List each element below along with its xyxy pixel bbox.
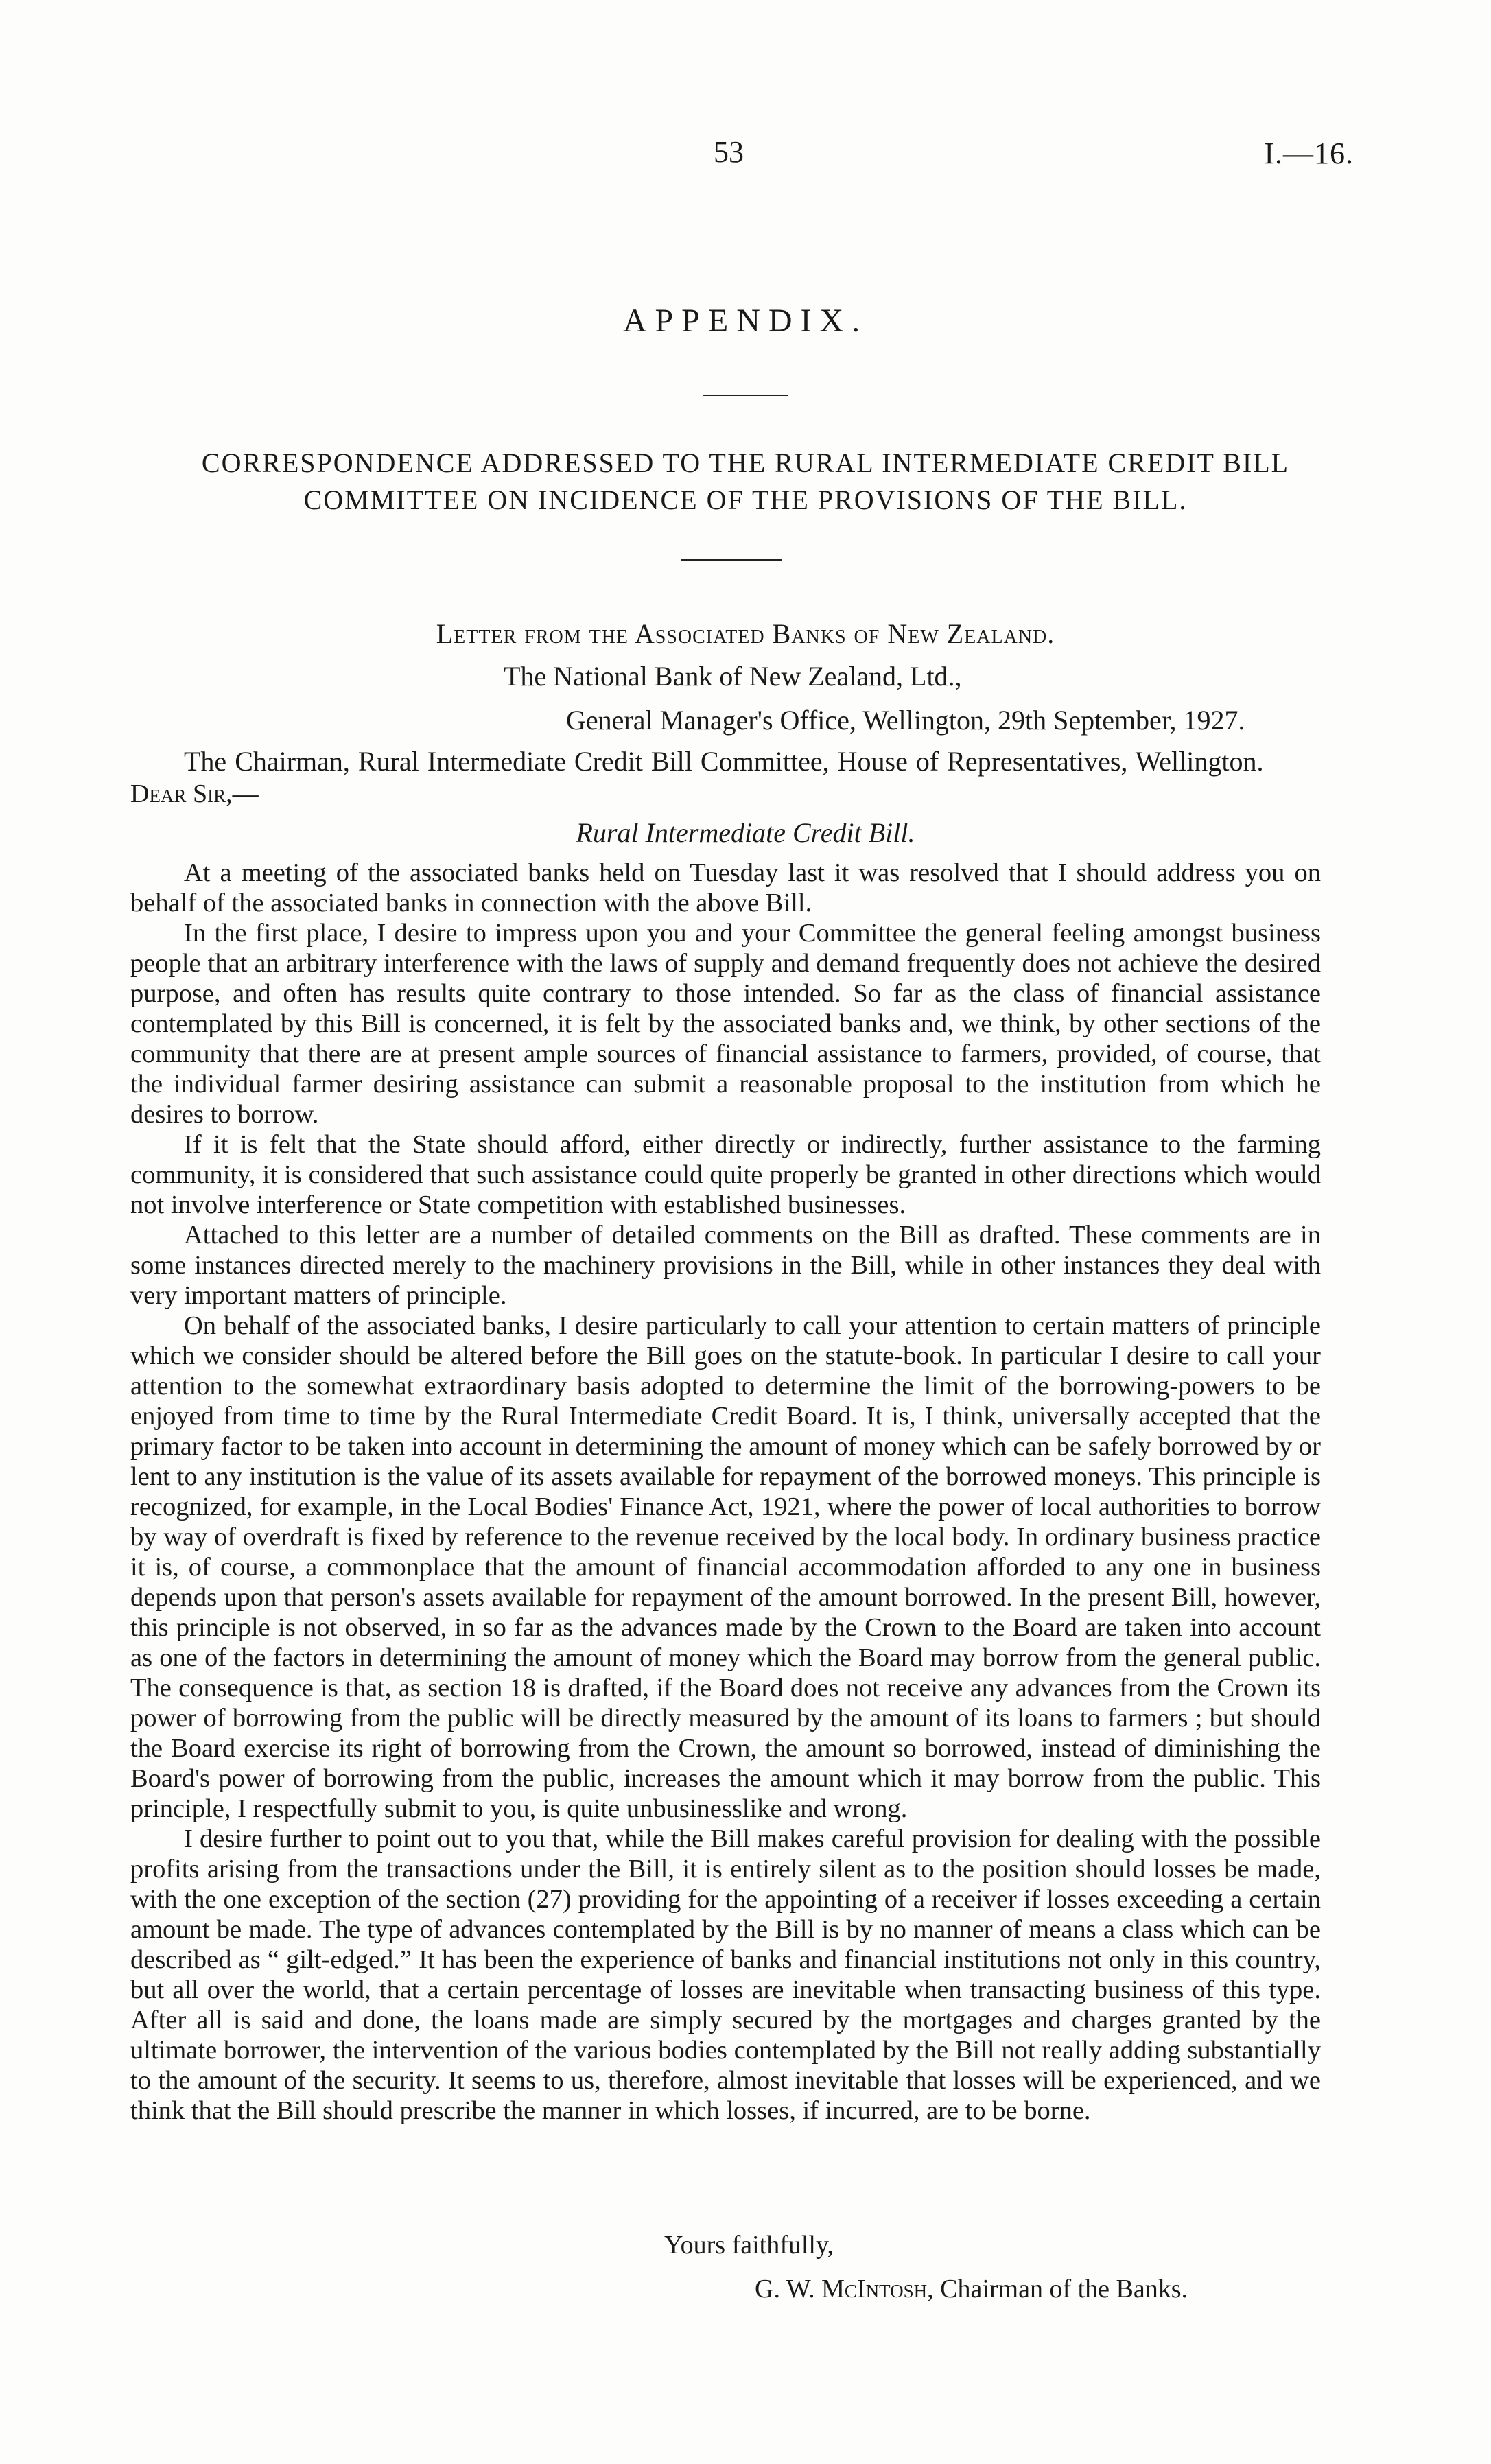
closing: Yours faithfully,	[664, 2231, 834, 2260]
letter-body	[130, 858, 1321, 2126]
signature	[755, 2274, 1188, 2304]
divider-rule	[703, 395, 788, 396]
document-reference: I.—16.	[1264, 137, 1354, 170]
addressee: The Chairman, Rural Intermediate Credit Bill Committee, House of Representatives, Wellington.	[184, 746, 1264, 777]
sender-office: General Manager's Office, Wellington, 29th September, 1927.	[566, 705, 1245, 736]
salutation: Dear Sir,—	[130, 779, 259, 808]
appendix-title: APPENDIX.	[622, 303, 869, 339]
paragraph: In the first place, I desire to impress upon you and your Committee the general feeling amongst business people that an arbitrary interference with the laws of supply and demand frequently does not achieve the desired purpose, and often has results quite contrary to those intended. So far as the class of financial assistance contemplated by this Bill is concerned, it is felt by the associated banks and, we think, by other sections of the community that there are at present ample sources of financial assistance to farmers, provided, of course, that the individual farmer desiring assistance can submit a reasonable proposal to the institution from which he desires to borrow.	[130, 919, 1321, 1129]
section-heading-line-2: COMMITTEE ON INCIDENCE OF THE PROVISIONS OF THE BILL.	[303, 484, 1188, 515]
letter-heading: Letter from the Associated Banks of New Zealand.	[436, 618, 1055, 649]
paragraph: On behalf of the associated banks, I desire particularly to call your attention to certain matters of principle which we consider should be altered before the Bill goes on the statute-book. In particular I desire to call your attention to the somewhat extraordinary basis adopted to determine the limit of the borrowing-powers to be enjoyed from time to time by the Rural Intermediate Credit Board. It is, I think, universally accepted that the primary factor to be taken into account in determining the amount of money which can be safely borrowed by or lent to any institution is the value of its assets available for repayment of the borrowed moneys. This principle is recognized, for example, in the Local Bodies' Finance Act, 1921, where the power of local authorities to borrow by way of overdraft is fixed by reference to the revenue received by the local body. In ordinary business practice it is, of course, a commonplace that the amount of financial accommodation afforded to any one in business depends upon that person's assets available for repayment of the amount borrowed. In the present Bill, however, this principle is not observed, in so far as the advances made by the Crown to the Board are taken into account as one of the factors in determining the amount of money which the Board may borrow from the general public. The consequence is that, as section 18 is drafted, if the Board does not receive any advances from the Crown its power of borrowing from the public will be directly measured by the amount of its loans to farmers ; but should the Board exercise its right of borrowing from the Crown, the amount so borrowed, instead of diminishing the Board's power of borrowing from the public, increases the amount which it may borrow from the public. This principle, I respectfully submit to you, is quite unbusinesslike and wrong.	[130, 1311, 1321, 1823]
paragraph: Attached to this letter are a number of detailed comments on the Bill as drafted. These comments are in some instances directed merely to the machinery provisions in the Bill, while in other instances they deal with very important matters of principle.	[130, 1221, 1321, 1310]
paragraph: I desire further to point out to you that, while the Bill makes careful provision for dealing with the possible profits arising from the transactions under the Bill, it is entirely silent as to the position should losses be made, with the one exception of the section (27) providing for the appointing of a receiver if losses exceeding a certain amount be made. The type of advances contemplated by the Bill is by no manner of means a class which can be described as “ gilt-edged.” It has been the experience of banks and financial institutions not only in this country, but all over the world, that a certain percentage of losses are inevitable when transacting business of this type. After all is said and done, the loans made are simply secured by the mortgages and charges granted by the ultimate borrower, the intervention of the various bodies contemplated by the Bill not really adding substantially to the amount of the security. It seems to us, therefore, almost inevitable that losses will be experienced, and we think that the Bill should prescribe the manner in which losses, if incurred, are to be borne.	[130, 1824, 1321, 2125]
sender-bank: The National Bank of New Zealand, Ltd.,	[504, 661, 962, 692]
paragraph: At a meeting of the associated banks held on Tuesday last it was resolved that I should address you on behalf of the associated banks in connection with the above Bill.	[130, 858, 1321, 917]
signature-title: Chairman of the Banks.	[940, 2275, 1188, 2303]
divider-rule	[681, 559, 782, 561]
section-heading	[151, 445, 1340, 519]
page-number: 53	[714, 135, 744, 169]
paragraph: If it is felt that the State should afford, either directly or indirectly, further assistance to the farming community, it is considered that such assistance could quite properly be granted in other directions which would not involve interference or State competition with established businesses.	[130, 1130, 1321, 1219]
letter-subject: Rural Intermediate Credit Bill.	[576, 817, 915, 848]
section-heading-line-1: CORRESPONDENCE ADDRESSED TO THE RURAL INTERMEDIATE CREDIT BILL	[201, 447, 1290, 478]
signature-name: G. W. McIntosh,	[755, 2275, 934, 2303]
